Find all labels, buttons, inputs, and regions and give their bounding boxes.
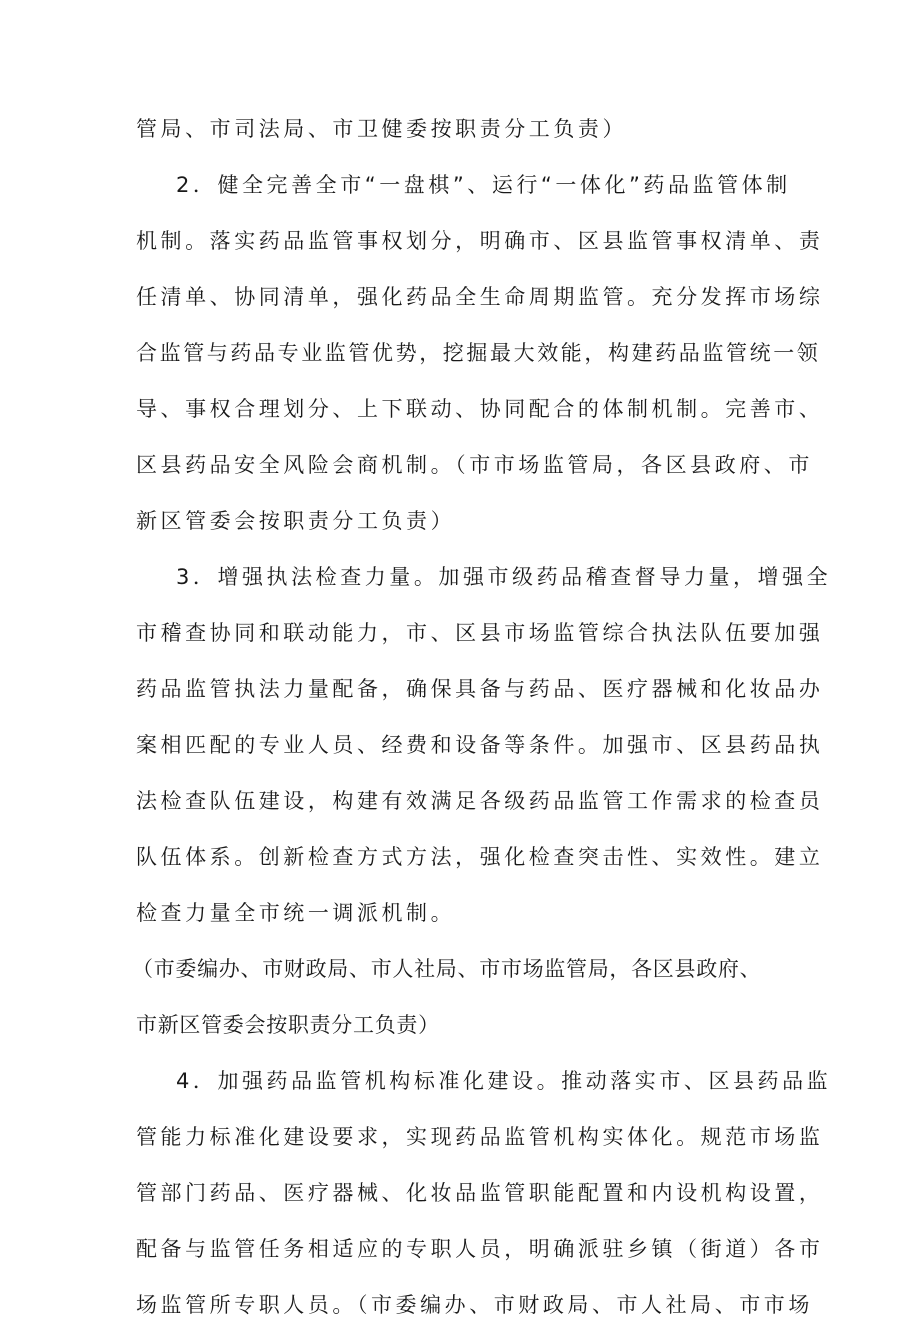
text-line: 配备与监管任务相适应的专职人员，明确派驻乡镇（街道）各市 xyxy=(136,1237,824,1261)
text-line: 队伍体系。创新检查方式方法，强化检查突击性、实效性。建立 xyxy=(136,845,824,869)
paragraph-4-heading: 4．加强药品监管机构标准化建设。推动落实市、区县药品监 xyxy=(176,1069,832,1093)
text-line: 法检查队伍建设，构建有效满足各级药品监管工作需求的检查员 xyxy=(136,789,824,813)
text-line: 案相匹配的专业人员、经费和设备等条件。加强市、区县药品执 xyxy=(136,733,824,757)
text-line: 管能力标准化建设要求，实现药品监管机构实体化。规范市场监 xyxy=(136,1125,824,1149)
text-line: 市稽查协同和联动能力，市、区县市场监管综合执法队伍要加强 xyxy=(136,621,824,645)
text-line: 检查力量全市统一调派机制。 xyxy=(136,901,456,925)
text-line: 机制。落实药品监管事权划分，明确市、区县监管事权清单、责 xyxy=(136,229,824,253)
paragraph-2-heading: 2．健全完善全市“一盘棋”、运行“一体化”药品监管体制 xyxy=(176,173,791,197)
text-line: 新区管委会按职责分工负责） xyxy=(136,509,456,533)
text-line: 药品监管执法力量配备，确保具备与药品、医疗器械和化妆品办 xyxy=(136,677,824,701)
text-line: （市委编办、市财政局、市人社局、市市场监管局，各区县政府、 xyxy=(132,957,762,981)
text-line: 管局、市司法局、市卫健委按职责分工负责） xyxy=(136,117,627,141)
text-line: 区县药品安全风险会商机制。（市市场监管局，各区县政府、市 xyxy=(136,453,813,477)
text-line: 市新区管委会按职责分工负责） xyxy=(136,1013,440,1037)
paragraph-3-heading: 3．增强执法检查力量。加强市级药品稽查督导力量，增强全 xyxy=(176,565,832,589)
text-line: 任清单、协同清单，强化药品全生命周期监管。充分发挥市场综 xyxy=(136,285,824,309)
text-line: 合监管与药品专业监管优势，挖掘最大效能，构建药品监管统一领 xyxy=(136,341,821,365)
text-line: 导、事权合理划分、上下联动、协同配合的体制机制。完善市、 xyxy=(136,397,824,421)
text-line: 管部门药品、医疗器械、化妆品监管职能配置和内设机构设置， xyxy=(136,1181,824,1205)
text-line: 场监管所专职人员。（市委编办、市财政局、市人社局、市市场 xyxy=(136,1293,813,1317)
